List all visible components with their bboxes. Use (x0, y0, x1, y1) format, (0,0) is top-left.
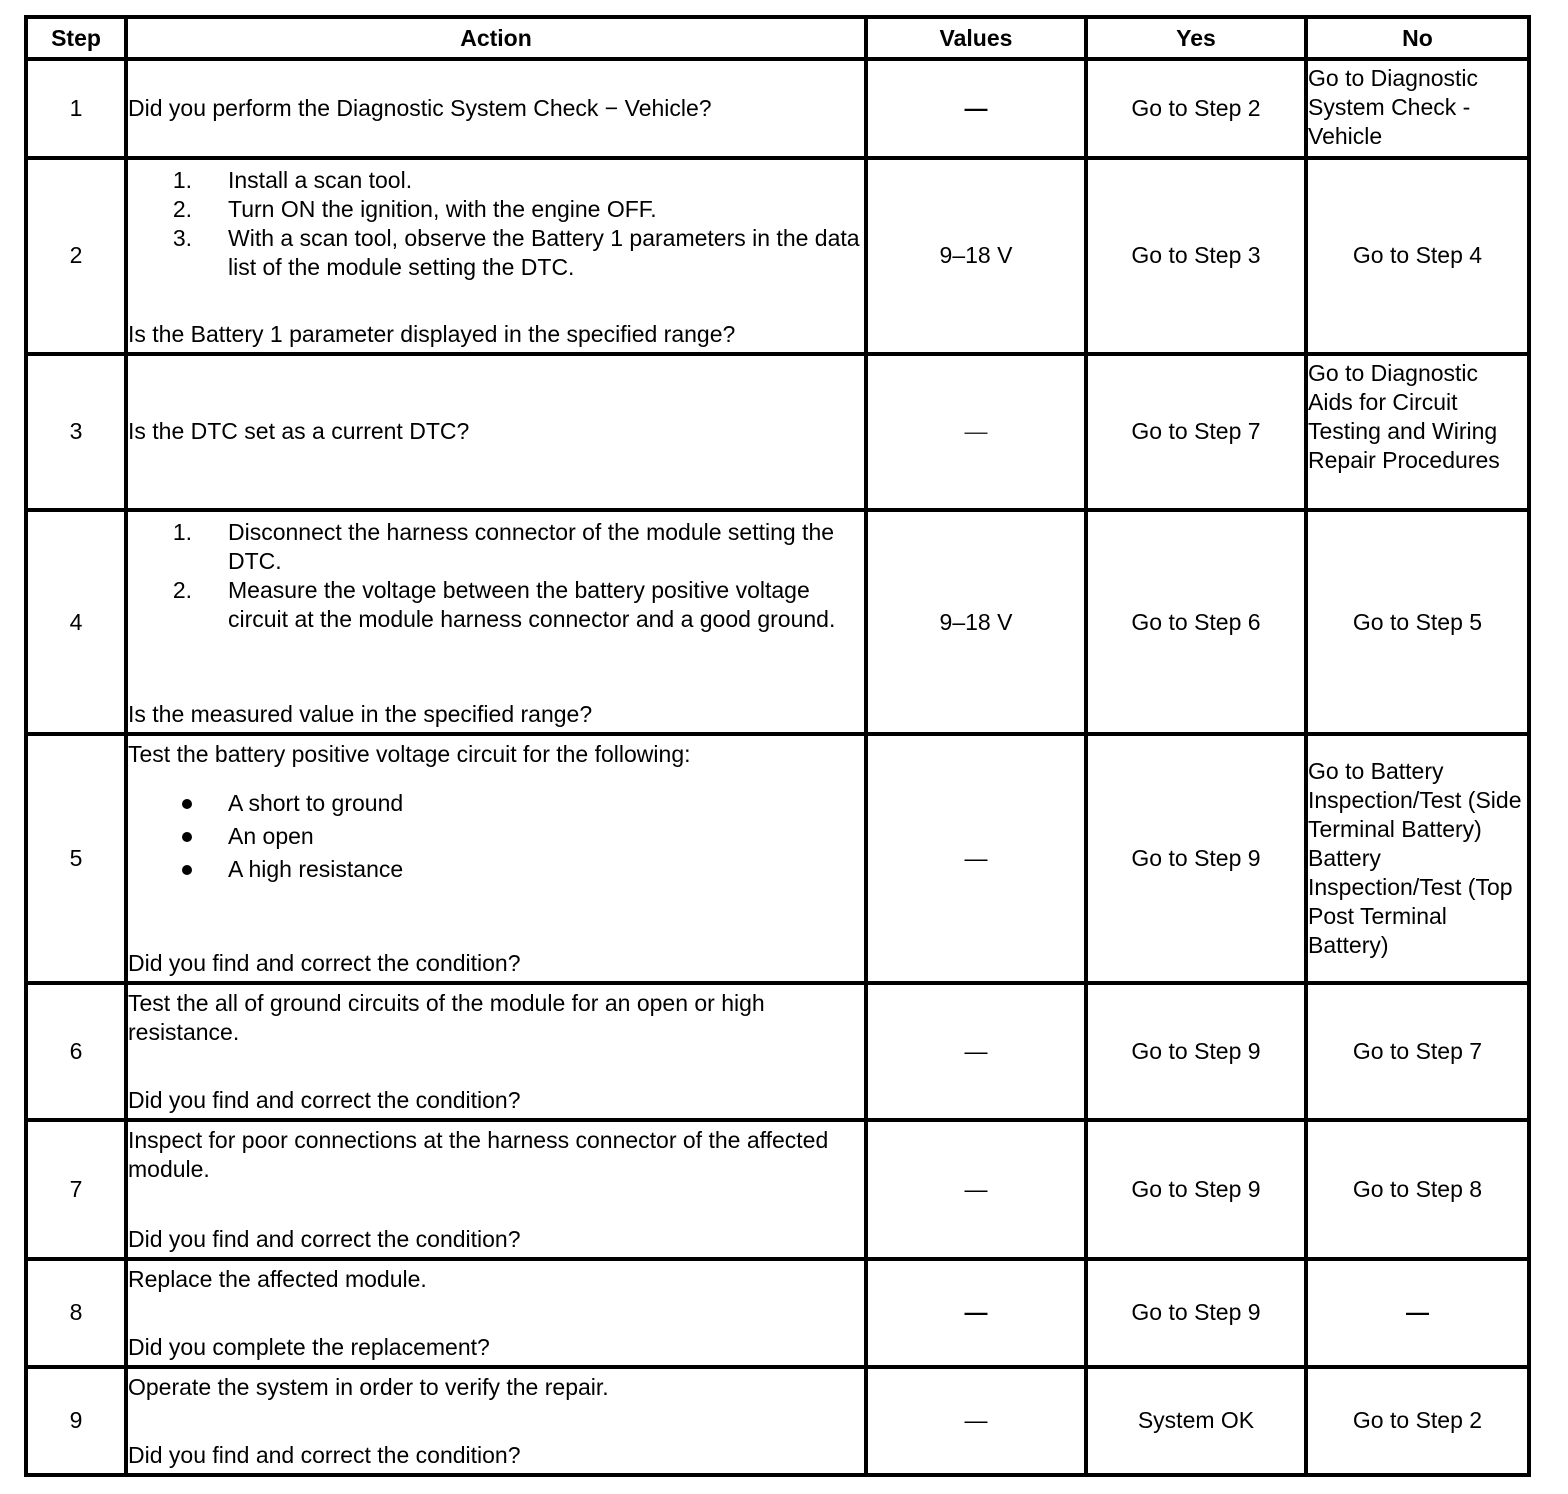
yes-cell: Go to Step 6 (1086, 510, 1306, 734)
table-row (26, 354, 1529, 510)
action-question: Did you find and correct the condition? (128, 949, 521, 976)
step-number: 1 (26, 59, 126, 158)
no-cell: Go to Step 2 (1306, 1367, 1529, 1475)
list-item: A short to ground (228, 790, 404, 817)
values-cell: — (866, 59, 1086, 158)
table-row (26, 510, 1529, 734)
action-cell (126, 354, 866, 510)
action-text: Test the all of ground circuits of the module for an open or high resistance. (128, 989, 765, 1045)
step-number: 7 (26, 1120, 126, 1258)
action-bullets (128, 787, 864, 886)
yes-cell: Go to Step 3 (1086, 158, 1306, 353)
table-row (26, 1259, 1529, 1367)
values-cell: — (866, 354, 1086, 510)
action-text: Replace the affected module. (128, 1265, 427, 1292)
list-item: A high resistance (228, 856, 404, 883)
step-number: 6 (26, 983, 126, 1120)
table-row (26, 1120, 1529, 1258)
values-cell: — (866, 1120, 1086, 1258)
action-text: Inspect for poor connections at the harness connector of the affected module. (128, 1127, 829, 1183)
values-cell: — (866, 1259, 1086, 1367)
header-step: Step (26, 17, 126, 59)
action-question: Is the measured value in the specified range? (128, 701, 593, 728)
action-cell (126, 1367, 866, 1475)
action-steps (128, 166, 864, 282)
action-cell (126, 59, 866, 158)
step-number: 4 (26, 510, 126, 734)
header-action: Action (126, 17, 866, 59)
step-number: 2 (26, 158, 126, 353)
yes-cell: Go to Step 9 (1086, 983, 1306, 1120)
action-question: Is the DTC set as a current DTC? (128, 418, 470, 445)
no-cell: Go to Step 7 (1306, 983, 1529, 1120)
action-cell (126, 510, 866, 734)
action-steps (128, 518, 864, 634)
action-question: Did you complete the replacement? (128, 1333, 490, 1360)
no-cell: Go to Battery Inspection/Test (Side Terminal Battery) Battery Inspection/Test (Top Post Terminal Battery) (1306, 734, 1529, 983)
step-number: 9 (26, 1367, 126, 1475)
list-item: 3. With a scan tool, observe the Battery 1 parameters in the data list of the module setting the DTC. (172, 225, 860, 281)
header-row (26, 17, 1529, 59)
list-item: 2. Turn ON the ignition, with the engine OFF. (172, 196, 657, 223)
no-cell: — (1306, 1259, 1529, 1367)
list-item: 2. Measure the voltage between the battery positive voltage circuit at the module harness connector and a good ground. (172, 576, 836, 632)
action-cell (126, 983, 866, 1120)
table-row (26, 59, 1529, 158)
header-values: Values (866, 17, 1086, 59)
no-cell: Go to Step 4 (1306, 158, 1529, 353)
values-cell: — (866, 734, 1086, 983)
table-row (26, 1367, 1529, 1475)
yes-cell: Go to Step 2 (1086, 59, 1306, 158)
yes-cell: Go to Step 9 (1086, 734, 1306, 983)
step-number: 3 (26, 354, 126, 510)
table-row (26, 734, 1529, 983)
action-text: Operate the system in order to verify the repair. (128, 1373, 609, 1400)
list-item: 1. Disconnect the harness connector of the module setting the DTC. (172, 518, 835, 574)
yes-cell: Go to Step 9 (1086, 1120, 1306, 1258)
no-cell: Go to Diagnostic System Check - Vehicle (1306, 59, 1529, 158)
list-item: 1. Install a scan tool. (172, 167, 413, 194)
values-cell: 9–18 V (866, 510, 1086, 734)
yes-cell: Go to Step 7 (1086, 354, 1306, 510)
action-question: Did you find and correct the condition? (128, 1225, 521, 1252)
action-question: Did you perform the Diagnostic System Check − Vehicle? (128, 95, 712, 122)
diagnostic-table (24, 15, 1531, 1477)
table-row (26, 158, 1529, 353)
header-yes: Yes (1086, 17, 1306, 59)
action-cell (126, 1259, 866, 1367)
yes-cell: Go to Step 9 (1086, 1259, 1306, 1367)
action-question: Did you find and correct the condition? (128, 1087, 521, 1114)
action-cell (126, 1120, 866, 1258)
values-cell: 9–18 V (866, 158, 1086, 353)
header-no: No (1306, 17, 1529, 59)
action-question: Is the Battery 1 parameter displayed in the specified range? (128, 320, 736, 347)
no-cell: Go to Step 8 (1306, 1120, 1529, 1258)
table-row (26, 983, 1529, 1120)
no-cell: Go to Step 5 (1306, 510, 1529, 734)
step-number: 8 (26, 1259, 126, 1367)
action-cell (126, 734, 866, 983)
no-cell: Go to Diagnostic Aids for Circuit Testing and Wiring Repair Procedures (1306, 354, 1529, 510)
list-item: An open (228, 823, 314, 850)
action-text: Test the battery positive voltage circuit for the following: (128, 741, 691, 768)
values-cell: — (866, 983, 1086, 1120)
action-cell (126, 158, 866, 353)
yes-cell: System OK (1086, 1367, 1306, 1475)
action-question: Did you find and correct the condition? (128, 1442, 521, 1468)
values-cell: — (866, 1367, 1086, 1475)
step-number: 5 (26, 734, 126, 983)
